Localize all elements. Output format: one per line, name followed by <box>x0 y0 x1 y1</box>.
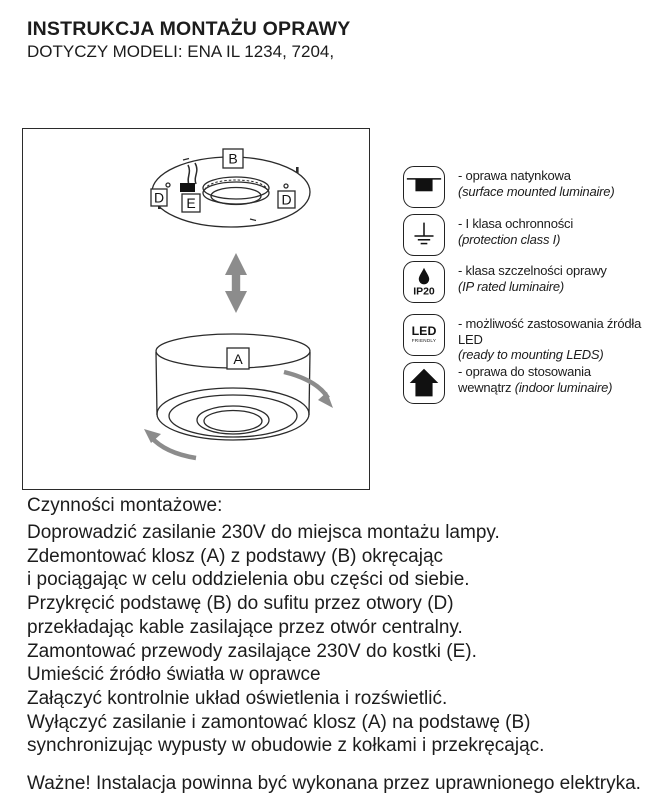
instructions-heading: Czynności montażowe: <box>27 495 223 516</box>
legend-label-en: (protection class I) <box>458 231 561 247</box>
lamp-body <box>156 334 310 440</box>
instruction-line: Załączyć kontrolnie układ oświetlenia i rozświetlić. <box>27 687 448 709</box>
house-icon <box>410 369 439 397</box>
droplet-icon <box>419 268 429 285</box>
legend-label-en: (IP rated luminaire) <box>458 278 565 294</box>
driver-module <box>203 177 269 205</box>
rotation-arrow-left-icon <box>144 429 196 458</box>
instruction-line: i pociągając w celu oddzielenia obu części od siebie. <box>27 569 470 591</box>
instruction-line: Wyłączyć zasilanie i zamontować klosz (A) na podstawę (B) <box>27 711 531 733</box>
indoor-icon <box>403 362 445 404</box>
friendly-badge: FRIENDLY <box>411 338 437 344</box>
legend-label-en: (indoor luminaire) <box>514 379 613 395</box>
instruction-line: Zdemontować klosz (A) z podstawy (B) okręcając <box>27 545 444 567</box>
label-d-left: D <box>153 189 165 206</box>
legend-label-en: (surface mounted luminaire) <box>458 183 615 199</box>
ip20-icon <box>403 261 445 303</box>
instruction-line: synchronizując wypusty w obudowie z kołkami i przekręcając. <box>27 735 545 757</box>
legend-label-pl2: wewnątrz <box>458 379 512 395</box>
surface-mounted-icon <box>403 166 445 208</box>
instruction-line: Umieścić źródło światła w oprawce <box>27 664 321 686</box>
page-title: INSTRUKCJA MONTAŻU OPRAWY <box>27 18 351 40</box>
mounting-hole <box>166 183 170 187</box>
legend-label-pl: - oprawa natynkowa <box>458 168 571 183</box>
instruction-line: Zamontować przewody zasilające 230V do kostki (E). <box>27 640 477 662</box>
assembly-diagram <box>23 129 369 489</box>
label-b: B <box>228 150 238 167</box>
label-e: E <box>186 195 196 211</box>
instruction-line: przekładając kable zasilające przez otwór centralny. <box>27 616 463 638</box>
instructions-list <box>27 521 544 758</box>
double-arrow-icon <box>225 253 247 313</box>
led-friendly-icon <box>403 314 445 356</box>
legend-label-pl: - możliwość zastosowania źródła LED <box>458 316 642 347</box>
legend-label-en: (ready to mounting LEDS) <box>458 347 604 362</box>
instruction-line: Doprowadzić zasilanie 230V do miejsca montażu lampy. <box>27 522 500 543</box>
page-subtitle: DOTYCZY MODELI: ENA IL 1234, 7204, <box>27 42 335 61</box>
label-a: A <box>233 351 243 367</box>
protection-class-icon <box>403 214 445 256</box>
terminal-block <box>180 183 195 192</box>
power-wires <box>188 163 197 185</box>
legend <box>403 166 669 411</box>
rotation-arrow-right-icon <box>284 372 333 408</box>
instruction-line: Przykręcić podstawę (B) do sufitu przez otwory (D) <box>27 593 454 615</box>
legend-label-pl: - klasa szczelności oprawy <box>458 263 607 278</box>
ip20-badge: IP20 <box>413 286 435 298</box>
label-d-right: D <box>281 191 292 208</box>
assembly-diagram-frame <box>22 128 370 490</box>
led-badge: LED <box>411 324 437 338</box>
important-note: Ważne! Instalacja powinna być wykonana przez uprawnionego elektryka. <box>27 773 641 794</box>
legend-label-pl: - I klasa ochronności <box>458 216 574 231</box>
legend-label-pl: - oprawa do stosowania <box>458 364 591 379</box>
mounting-hole <box>284 184 288 188</box>
